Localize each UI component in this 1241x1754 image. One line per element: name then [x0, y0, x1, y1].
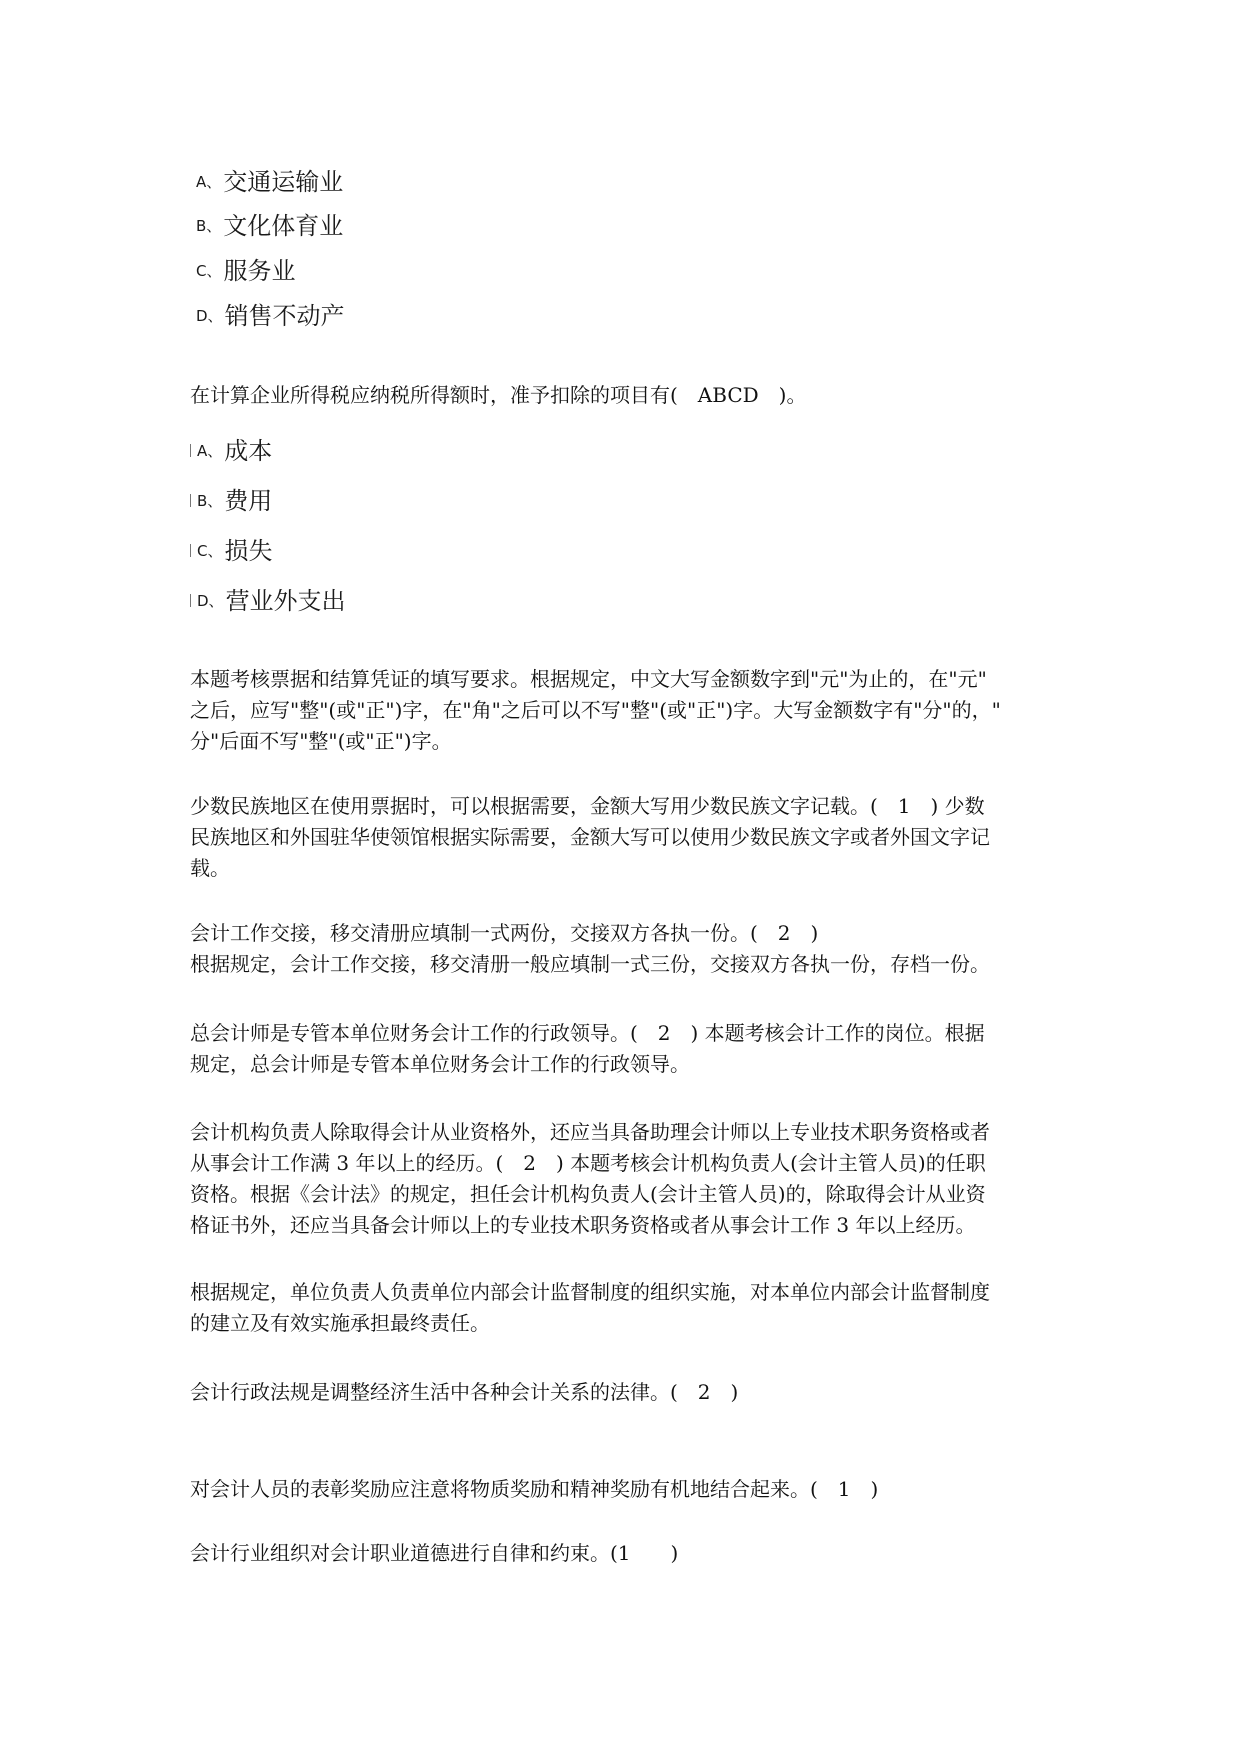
- option-letter: C、: [196, 262, 222, 280]
- option-letter: D、: [196, 307, 223, 325]
- option-text: 服务业: [223, 257, 296, 285]
- option-letter: A、: [196, 173, 222, 191]
- option-text: 文化体育业: [223, 212, 344, 240]
- option-marker: [190, 594, 191, 607]
- statement-paragraph: 会计行业组织对会计职业道德进行自律和约束。(1 ): [190, 1541, 679, 1565]
- explanation-paragraph: 本题考核票据和结算凭证的填写要求。根据规定，中文大写金额数字到"元"为止的，在"元" 之后，应写"整"(或"正")字，在"角"之后可以不写"整"(或"正")字。大写金额数字有"分"的，" 分"后面不写"整"(或"正")字。: [190, 667, 1001, 753]
- option-text: 成本: [224, 437, 273, 465]
- statement-paragraph: 总会计师是专管本单位财务会计工作的行政领导。( 2 ) 本题考核会计工作的岗位。根据 规定，总会计师是专管本单位财务会计工作的行政领导。: [190, 1021, 985, 1076]
- option-letter: B、: [197, 492, 223, 510]
- option-text: 营业外支出: [225, 587, 346, 615]
- option-marker: [190, 494, 191, 507]
- option-a: [190, 431, 272, 466]
- option-c: [190, 531, 272, 566]
- option-b: [190, 481, 272, 516]
- statement-paragraph: 对会计人员的表彰奖励应注意将物质奖励和精神奖励有机地结合起来。( 1 ): [190, 1477, 879, 1501]
- option-letter: B、: [196, 217, 222, 235]
- option-b: [196, 206, 343, 241]
- option-letter: D、: [197, 592, 224, 610]
- option-c: [196, 251, 295, 286]
- option-marker: [190, 544, 191, 557]
- statement-paragraph: 会计工作交接，移交清册应填制一式两份，交接双方各执一份。( 2 ) 根据规定，会计工作交接，移交清册一般应填制一式三份，交接双方各执一份，存档一份。: [190, 921, 990, 976]
- option-text: 费用: [224, 487, 273, 515]
- option-letter: C、: [197, 542, 223, 560]
- statement-paragraph: 少数民族地区在使用票据时，可以根据需要，金额大写用少数民族文字记载。( 1 ) 少数 民族地区和外国驻华使领馆根据实际需要，金额大写可以使用少数民族文字或者外国文字记 载。: [190, 794, 990, 880]
- question-text: 在计算企业所得税应纳税所得额时，准予扣除的项目有( ABCD )。: [190, 383, 807, 407]
- statement-paragraph: 会计行政法规是调整经济生活中各种会计关系的法律。( 2 ): [190, 1380, 739, 1404]
- option-d: [196, 296, 345, 331]
- option-text: 交通运输业: [223, 168, 344, 196]
- statement-paragraph: 会计机构负责人除取得会计从业资格外，还应当具备助理会计师以上专业技术职务资格或者 从事会计工作满 3 年以上的经历。( 2 ) 本题考核会计机构负责人(会计主管人员)的任职 资格。根据《会计法》的规定，担任会计机构负责人(会计主管人员)的，除取得会计从业资 格证书外，还应当具备会计师以上的专业技术职务资格或者从事会计工作 3 年以上经历。: [190, 1120, 990, 1237]
- option-text: 销售不动产: [224, 302, 345, 330]
- option-letter: A、: [197, 442, 223, 460]
- option-marker: [190, 444, 191, 457]
- option-d: [190, 581, 346, 616]
- option-a: [196, 162, 343, 197]
- statement-paragraph: 根据规定，单位负责人负责单位内部会计监督制度的组织实施，对本单位内部会计监督制度 的建立及有效实施承担最终责任。: [190, 1280, 990, 1335]
- option-text: 损失: [224, 537, 273, 565]
